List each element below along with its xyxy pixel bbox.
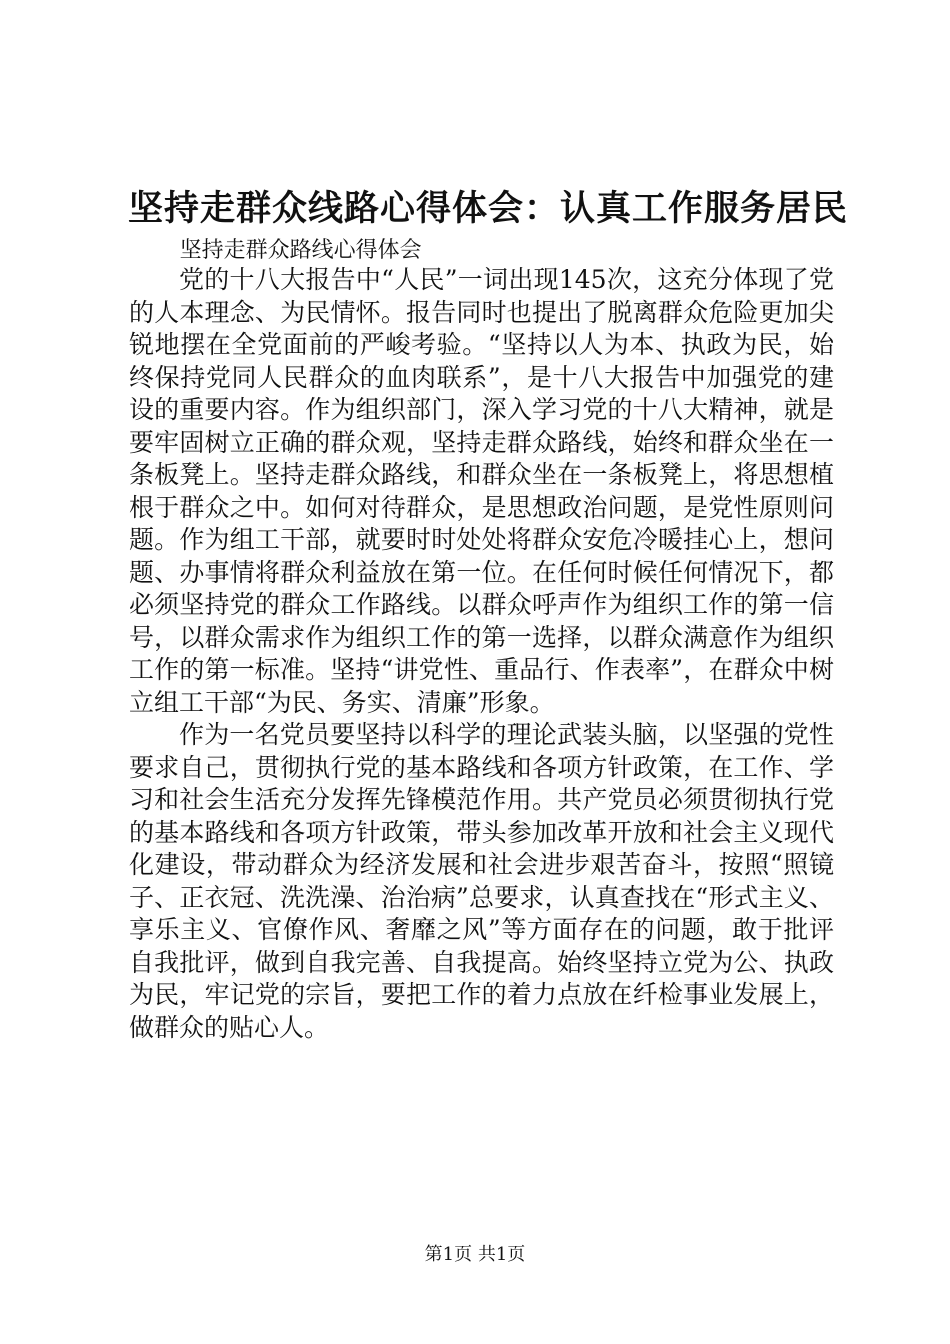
paragraph-1: 党的十八大报告中“人民”一词出现145次，这充分体现了党的人本理念、为民情怀。报告同时也提出了脱离群众危险更加尖锐地摆在全党面前的严峻考验。“坚持以人为本、执政为民，始终保持党同人民群众的血肉联系”，是十八大报告中加强党的建设的重要内容。作为组织部门，深入学习党的十八大精神，就是要牢固树立正确的群众观，坚持走群众路线，始终和群众坐在一条板凳上。坚持走群众路线，和群众坐在一条板凳上，将思想植根于群众之中。如何对待群众，是思想政治问题，是党性原则问题。作为组工干部，就要时时处处将群众安危冷暖挂心上，想问题、办事情将群众利益放在第一位。在任何时候任何情况下，都必须坚持党的群众工作路线。以群众呼声作为组织工作的第一信号，以群众需求作为组织工作的第一选择，以群众满意作为组织工作的第一标准。坚持“讲党性、重品行、作表率”，在群众中树立组工干部“为民、务实、清廉”形象。 bbox=[129, 265, 834, 717]
document-title: 坚持走群众线路心得体会：认真工作服务居民 bbox=[128, 188, 849, 229]
document-subtitle: 坚持走群众路线心得体会 bbox=[179, 238, 422, 263]
document-body bbox=[129, 238, 834, 1044]
paragraph-2: 作为一名党员要坚持以科学的理论武装头脑，以坚强的党性要求自己，贯彻执行党的基本路线和各项方针政策，在工作、学习和社会生活充分发挥先锋模范作用。共产党员必须贯彻执行党的基本路线和各项方针政策，带头参加改革开放和社会主义现代化建设，带动群众为经济发展和社会进步艰苦奋斗，按照“照镜子、正衣冠、洗洗澡、治治病”总要求，认真查找在“形式主义、享乐主义、官僚作风、奢靡之风”等方面存在的问题，敢于批评自我批评，做到自我完善、自我提高。始终坚持立党为公、执政为民，牢记党的宗旨，要把工作的着力点放在纤检事业发展上，做群众的贴心人。 bbox=[129, 720, 834, 1042]
page-number-footer: 第1页 共1页 bbox=[424, 1244, 526, 1265]
